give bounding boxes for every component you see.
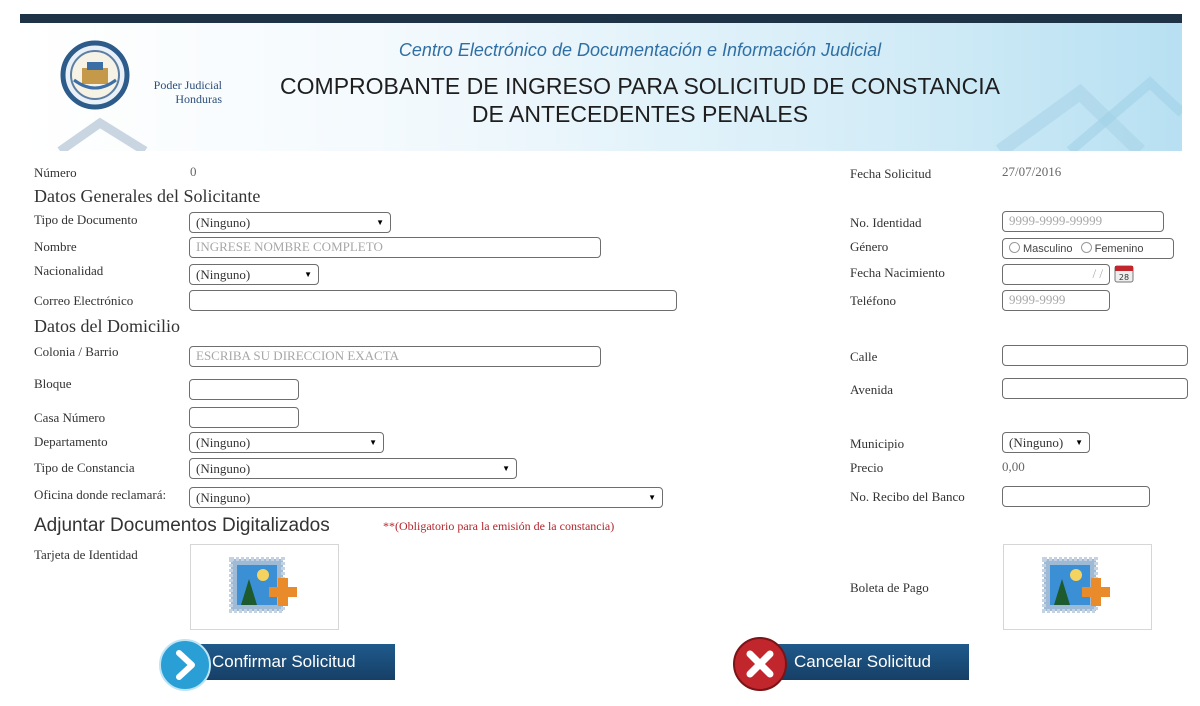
radio-femenino[interactable] <box>1081 242 1092 253</box>
correo-label: Correo Electrónico <box>34 293 134 308</box>
tarjeta-upload[interactable] <box>190 544 339 630</box>
header-subtitle: Centro Electrónico de Documentación e Información Judicial <box>398 40 882 60</box>
chevron-right-icon <box>158 638 212 692</box>
departamento-value: (Ninguno) <box>196 434 251 450</box>
tipo-documento-select[interactable] <box>189 212 391 233</box>
municipio-select[interactable] <box>1002 432 1090 453</box>
recibo-label: No. Recibo del Banco <box>850 489 965 504</box>
close-x-icon <box>732 636 788 692</box>
recibo-input[interactable] <box>1002 486 1150 507</box>
numero-label: Número <box>34 165 77 180</box>
logo-seal-icon <box>60 40 130 110</box>
title-line-1: COMPROBANTE DE INGRESO PARA SOLICITUD DE CONSTANCIA <box>280 73 1000 99</box>
dropdown-arrow-icon: ▼ <box>376 218 384 227</box>
casa-label: Casa Número <box>34 410 106 425</box>
image-add-icon <box>1004 545 1151 629</box>
brand-name <box>138 78 222 106</box>
dropdown-arrow-icon: ▼ <box>648 493 656 502</box>
telefono-label: Teléfono <box>850 293 897 308</box>
colonia-input[interactable]: ESCRIBA SU DIRECCION EXACTA <box>189 346 601 367</box>
nombre-input[interactable]: INGRESE NOMBRE COMPLETO <box>189 237 601 258</box>
departamento-select[interactable] <box>189 432 384 453</box>
calle-input[interactable] <box>1002 345 1188 366</box>
confirm-button-label: Confirmar Solicitud <box>186 644 395 680</box>
oficina-label: Oficina donde reclamará: <box>34 487 167 502</box>
nombre-label: Nombre <box>34 239 77 254</box>
telefono-input[interactable]: 9999-9999 <box>1002 290 1110 311</box>
title-line-2: DE ANTECEDENTES PENALES <box>471 101 809 127</box>
radio-femenino-label: Femenino <box>1094 243 1144 255</box>
dropdown-arrow-icon: ▼ <box>304 270 312 279</box>
section-general-title: Datos Generales del Solicitante <box>34 186 261 206</box>
tipo-documento-label: Tipo de Documento <box>34 212 138 227</box>
dropdown-arrow-icon: ▼ <box>502 464 510 473</box>
fecha-nacimiento-label: Fecha Nacimiento <box>850 265 945 280</box>
tipo-constancia-select[interactable] <box>189 458 517 479</box>
municipio-value: (Ninguno) <box>1009 434 1064 450</box>
boleta-label: Boleta de Pago <box>850 580 929 595</box>
nacionalidad-select[interactable] <box>189 264 319 285</box>
section-domicilio-title: Datos del Domicilio <box>34 316 180 336</box>
boleta-upload[interactable] <box>1003 544 1152 630</box>
nacionalidad-value: (Ninguno) <box>196 266 251 282</box>
oficina-select[interactable] <box>189 487 663 508</box>
fecha-nacimiento-input[interactable]: / / <box>1002 264 1110 285</box>
fecha-solicitud-value: 27/07/2016 <box>1002 164 1062 179</box>
brand-line-2: Honduras <box>175 92 222 106</box>
image-add-icon <box>191 545 338 629</box>
radio-masculino-label: Masculino <box>1023 243 1073 255</box>
top-bar <box>20 14 1182 23</box>
required-note: **(Obligatorio para la emisión de la constancia) <box>383 519 615 533</box>
correo-input[interactable] <box>189 290 677 311</box>
tipo-constancia-label: Tipo de Constancia <box>34 460 135 475</box>
fecha-solicitud-label: Fecha Solicitud <box>850 166 932 181</box>
nacionalidad-label: Nacionalidad <box>34 263 104 278</box>
colonia-label: Colonia / Barrio <box>34 344 119 359</box>
dropdown-arrow-icon: ▼ <box>1075 438 1083 447</box>
genero-radio-group <box>1002 238 1174 259</box>
precio-label: Precio <box>850 460 884 475</box>
avenida-label: Avenida <box>850 382 894 397</box>
identidad-input[interactable]: 9999-9999-99999 <box>1002 211 1164 232</box>
dropdown-arrow-icon: ▼ <box>369 438 377 447</box>
casa-input[interactable] <box>189 407 299 428</box>
bloque-label: Bloque <box>34 376 72 391</box>
page-title <box>260 72 1020 128</box>
tarjeta-label: Tarjeta de Identidad <box>34 547 138 562</box>
calle-label: Calle <box>850 349 878 364</box>
calendar-icon[interactable] <box>1114 263 1134 283</box>
confirm-button[interactable] <box>158 638 396 690</box>
section-adjuntar-title: Adjuntar Documentos Digitalizados <box>34 515 330 536</box>
svg-text:28: 28 <box>1118 273 1130 282</box>
numero-value: 0 <box>190 164 197 179</box>
genero-label: Género <box>850 239 889 254</box>
brand-line-1: Poder Judicial <box>153 78 222 92</box>
tipo-documento-value: (Ninguno) <box>196 214 251 230</box>
precio-value: 0,00 <box>1002 459 1025 474</box>
avenida-input[interactable] <box>1002 378 1188 399</box>
cancel-button[interactable] <box>732 638 970 690</box>
cancel-button-label: Cancelar Solicitud <box>762 644 969 680</box>
municipio-label: Municipio <box>850 436 905 451</box>
oficina-value: (Ninguno) <box>196 489 251 505</box>
tipo-constancia-value: (Ninguno) <box>196 460 251 476</box>
departamento-label: Departamento <box>34 434 108 449</box>
bloque-input[interactable] <box>189 379 299 400</box>
radio-masculino[interactable] <box>1009 242 1020 253</box>
identidad-label: No. Identidad <box>850 215 922 230</box>
